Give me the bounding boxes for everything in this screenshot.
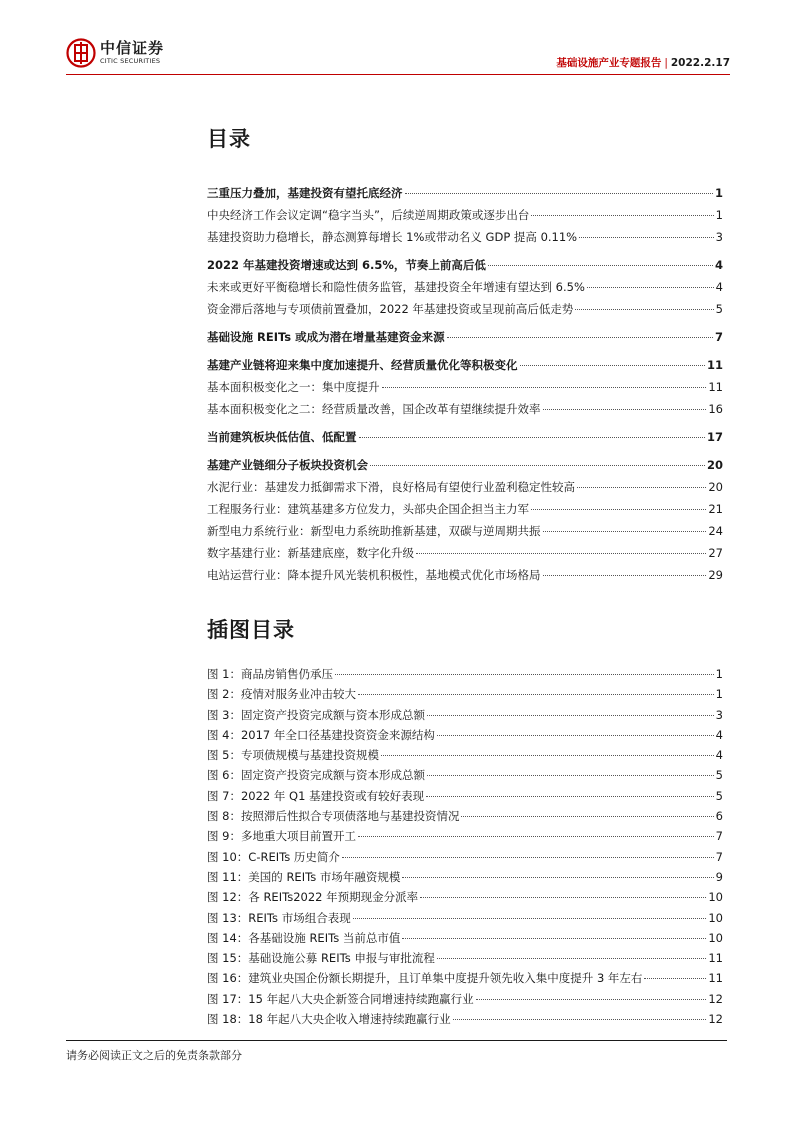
logo-chinese-name: 中信证券 — [100, 39, 165, 58]
figure-list-entry[interactable] — [207, 970, 723, 990]
figure-list-entry[interactable] — [207, 828, 723, 848]
entry-page-number: 24 — [708, 524, 723, 538]
dot-leader — [579, 237, 714, 238]
figure-list-entry[interactable] — [207, 727, 723, 747]
entry-title: 图 16：建筑业央国企份额长期提升，且订单集中度提升领先收入集中度提升 3 年左右 — [207, 971, 643, 986]
figure-list-entry[interactable] — [207, 869, 723, 889]
entry-title: 图 7：2022 年 Q1 基建投资或有较好表现 — [207, 788, 425, 803]
entry-page-number: 16 — [708, 402, 723, 416]
dot-leader — [520, 365, 705, 366]
entry-page-number: 5 — [715, 768, 723, 783]
figure-list-entry[interactable] — [207, 767, 723, 787]
figure-list-entry[interactable] — [207, 747, 723, 767]
dot-leader — [453, 1019, 707, 1020]
entry-page-number: 10 — [708, 890, 723, 905]
dot-leader — [447, 337, 713, 338]
entry-title: 基建产业链将迎来集中度加速提升、经营质量优化等积极变化 — [207, 358, 518, 372]
entry-page-number: 20 — [708, 480, 723, 494]
entry-title: 基建产业链细分子板块投资机会 — [207, 458, 368, 472]
entry-page-number: 6 — [715, 809, 723, 824]
entry-title: 图 11：美国的 REITs 市场年融资规模 — [207, 869, 401, 884]
entry-page-number: 1 — [715, 687, 723, 702]
entry-title: 中央经济工作会议定调“稳字当头”，后续逆周期政策或逐步出台 — [207, 208, 530, 222]
figure-list-entry[interactable] — [207, 889, 723, 909]
company-logo — [66, 38, 164, 68]
dot-leader — [342, 857, 714, 858]
entry-title: 工程服务行业：建筑基建多方位发力，头部央企国企担当主力军 — [207, 502, 529, 516]
toc-section-entry[interactable] — [207, 257, 723, 279]
report-date: 2022.2.17 — [670, 57, 730, 69]
entry-page-number: 7 — [714, 330, 723, 344]
entry-title: 三重压力叠加，基建投资有望托底经济 — [207, 186, 403, 200]
entry-title: 图 15：基础设施公募 REITs 申报与审批流程 — [207, 951, 435, 966]
header-separator: | — [664, 57, 668, 69]
entry-page-number: 20 — [706, 458, 723, 472]
entry-title: 未来或更好平衡稳增长和隐性债务监管，基建投资全年增速有望达到 6.5% — [207, 280, 585, 294]
entry-page-number: 4 — [715, 727, 723, 742]
entry-title: 图 9：多地重大项目前置开工 — [207, 829, 356, 844]
figures-title: 插图目录 — [207, 618, 295, 642]
figure-list-entry[interactable] — [207, 950, 723, 970]
dot-leader — [437, 735, 714, 736]
dot-leader — [335, 674, 714, 675]
figure-list-entry[interactable] — [207, 788, 723, 808]
entry-page-number: 1 — [715, 208, 723, 222]
entry-page-number: 21 — [708, 502, 723, 516]
entry-page-number: 12 — [708, 1012, 723, 1027]
entry-page-number: 5 — [715, 788, 723, 803]
toc-subsection-entry[interactable] — [207, 567, 723, 589]
toc-subsection-entry[interactable] — [207, 401, 723, 429]
toc-subsection-entry[interactable] — [207, 301, 723, 329]
entry-page-number: 29 — [708, 568, 723, 582]
dot-leader — [402, 877, 713, 878]
dot-leader — [420, 897, 706, 898]
entry-title: 基础设施 REITs 或成为潜在增量基建资金来源 — [207, 330, 445, 344]
entry-title: 图 6：固定资产投资完成额与资本形成总额 — [207, 768, 425, 783]
entry-page-number: 12 — [708, 991, 723, 1006]
entry-page-number: 1 — [715, 667, 723, 681]
dot-leader — [587, 287, 714, 288]
header-report-info — [556, 55, 730, 70]
entry-title: 电站运营行业：降本提升风光装机积极性，基地模式优化市场格局 — [207, 568, 541, 582]
entry-page-number: 5 — [715, 302, 723, 316]
toc-subsection-entry[interactable] — [207, 379, 723, 401]
dot-leader — [531, 509, 706, 510]
entry-title: 新型电力系统行业：新型电力系统助推新基建，双碳与逆周期共振 — [207, 524, 541, 538]
dot-leader — [405, 193, 713, 194]
dot-leader — [427, 715, 714, 716]
entry-page-number: 11 — [708, 971, 723, 986]
header-divider — [66, 74, 730, 75]
dot-leader — [577, 487, 706, 488]
dot-leader — [402, 938, 706, 939]
entry-title: 图 4：2017 年全口径基建投资资金来源结构 — [207, 727, 435, 742]
entry-title: 图 17：15 年起八大央企新签合同增速持续跑赢行业 — [207, 991, 474, 1006]
toc-subsection-entry[interactable] — [207, 479, 723, 501]
entry-title: 图 3：固定资产投资完成额与资本形成总额 — [207, 707, 425, 722]
toc-subsection-entry[interactable] — [207, 279, 723, 301]
entry-page-number: 3 — [715, 707, 723, 722]
entry-page-number: 7 — [715, 849, 723, 864]
entry-page-number: 4 — [714, 258, 723, 272]
toc-section-entry[interactable] — [207, 185, 723, 207]
entry-title: 图 5：专项债规模与基建投资规模 — [207, 748, 379, 763]
entry-title: 图 10：C-REITs 历史简介 — [207, 849, 340, 864]
toc-section-entry[interactable] — [207, 457, 723, 479]
dot-leader — [358, 836, 714, 837]
entry-title: 图 1：商品房销售仍承压 — [207, 667, 333, 681]
toc-title: 目录 — [207, 127, 251, 151]
entry-page-number: 4 — [715, 280, 723, 294]
entry-title: 图 13：REITs 市场组合表现 — [207, 910, 351, 925]
entry-title: 图 14：各基础设施 REITs 当前总市值 — [207, 930, 401, 945]
dot-leader — [353, 918, 707, 919]
entry-page-number: 4 — [715, 748, 723, 763]
toc-section-entry[interactable] — [207, 429, 723, 457]
logo-english-name: CITIC SECURITIES — [100, 57, 161, 66]
entry-title: 水泥行业：基建发力抵御需求下滑，良好格局有望使行业盈利稳定性较高 — [207, 480, 575, 494]
figure-list-entry[interactable] — [207, 910, 723, 930]
toc-subsection-entry[interactable] — [207, 523, 723, 545]
entry-page-number: 11 — [706, 358, 723, 372]
toc-subsection-entry[interactable] — [207, 545, 723, 567]
dot-leader — [416, 553, 706, 554]
figure-list-entry[interactable] — [207, 707, 723, 727]
dot-leader — [543, 409, 707, 410]
entry-page-number: 7 — [715, 829, 723, 844]
figure-list-entry[interactable] — [207, 930, 723, 950]
dot-leader — [476, 999, 707, 1000]
entry-title: 图 2：疫情对服务业冲击较大 — [207, 687, 356, 702]
entry-page-number: 11 — [708, 951, 723, 966]
report-title: 基础设施产业专题报告 — [556, 57, 662, 69]
figure-list-entry[interactable] — [207, 808, 723, 828]
entry-title: 2022 年基建投资增速或达到 6.5%，节奏上前高后低 — [207, 258, 486, 272]
entry-title: 当前建筑板块低估值、低配置 — [207, 430, 357, 444]
entry-title: 基建投资助力稳增长，静态测算每增长 1%或带动名义 GDP 提高 0.11% — [207, 230, 578, 244]
figure-list-entry[interactable] — [207, 849, 723, 869]
toc-subsection-entry[interactable] — [207, 501, 723, 523]
dot-leader — [426, 796, 714, 797]
footer-disclaimer: 请务必阅读正文之后的免责条款部分 — [66, 1049, 242, 1062]
entry-title: 数字基建行业：新基建底座，数字化升级 — [207, 546, 414, 560]
figure-list-entry[interactable] — [207, 686, 723, 706]
citic-logo-icon — [66, 38, 96, 68]
entry-title: 基本面积极变化之一：集中度提升 — [207, 380, 380, 394]
figure-list-entry[interactable] — [207, 991, 723, 1011]
dot-leader — [370, 465, 705, 466]
figures-list — [207, 666, 723, 1031]
page-header — [66, 38, 730, 76]
dot-leader — [543, 575, 707, 576]
entry-title: 图 8：按照滞后性拟合专项债落地与基建投资情况 — [207, 809, 460, 824]
entry-page-number: 11 — [708, 380, 723, 394]
entry-title: 图 18：18 年起八大央企收入增速持续跑赢行业 — [207, 1012, 451, 1027]
entry-page-number: 1 — [714, 186, 723, 200]
footer-divider — [66, 1040, 727, 1041]
dot-leader — [382, 387, 707, 388]
toc-subsection-entry[interactable] — [207, 229, 723, 257]
dot-leader — [543, 531, 707, 532]
entry-title: 图 12：各 REITs2022 年预期现金分派率 — [207, 890, 419, 905]
entry-page-number: 17 — [706, 430, 723, 444]
dot-leader — [359, 437, 705, 438]
dot-leader — [381, 755, 714, 756]
figure-list-entry[interactable] — [207, 1011, 723, 1031]
dot-leader — [644, 978, 706, 979]
dot-leader — [427, 775, 714, 776]
figure-list-entry[interactable] — [207, 666, 723, 686]
dot-leader — [531, 215, 713, 216]
entry-page-number: 3 — [715, 230, 723, 244]
dot-leader — [575, 309, 713, 310]
toc-section-entry[interactable] — [207, 357, 723, 379]
dot-leader — [488, 265, 713, 266]
entry-page-number: 10 — [708, 910, 723, 925]
dot-leader — [437, 958, 707, 959]
entry-title: 资金滞后落地与专项债前置叠加，2022 年基建投资或呈现前高后低走势 — [207, 302, 574, 316]
dot-leader — [358, 694, 714, 695]
dot-leader — [461, 816, 713, 817]
entry-title: 基本面积极变化之二：经营质量改善，国企改革有望继续提升效率 — [207, 402, 541, 416]
entry-page-number: 27 — [708, 546, 723, 560]
toc-section-entry[interactable] — [207, 329, 723, 357]
toc-subsection-entry[interactable] — [207, 207, 723, 229]
entry-page-number: 9 — [715, 869, 723, 884]
entry-page-number: 10 — [708, 930, 723, 945]
toc-list — [207, 185, 723, 589]
